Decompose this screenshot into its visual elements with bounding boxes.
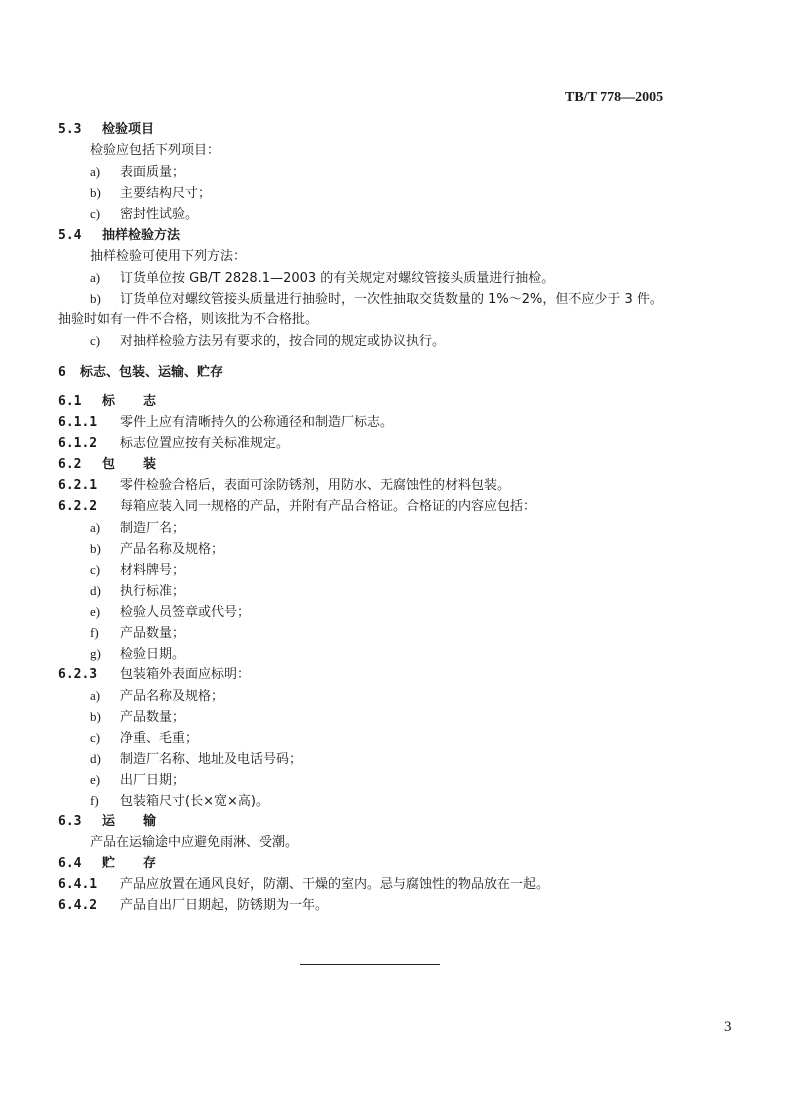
section-number: 6.4 bbox=[58, 856, 82, 871]
list-text: 材料牌号； bbox=[120, 563, 186, 578]
paragraph: 检验应包括下列项目： bbox=[90, 143, 221, 158]
list-text: 执行标准； bbox=[120, 584, 186, 599]
clause-text: 零件检验合格后，表面可涂防锈剂，用防水、无腐蚀性的材料包装。 bbox=[120, 478, 511, 493]
list-text: 产品名称及规格； bbox=[120, 542, 225, 557]
list-item bbox=[90, 541, 224, 558]
section-6-2-heading bbox=[58, 457, 184, 473]
list-marker: f) bbox=[90, 625, 99, 640]
list-marker: g) bbox=[90, 646, 101, 661]
list-marker: a) bbox=[90, 164, 101, 179]
standard-code-header: TB/T 778—2005 bbox=[565, 90, 664, 105]
list-text: 检验人员签章或代号； bbox=[120, 605, 251, 620]
clause-text: 产品应放置在通风良好，防潮、干燥的室内。忌与腐蚀性的物品放在一起。 bbox=[120, 877, 550, 892]
list-item bbox=[90, 520, 185, 537]
list-marker: a) bbox=[90, 688, 101, 703]
list-item bbox=[90, 333, 445, 350]
list-item bbox=[90, 688, 224, 705]
list-marker: d) bbox=[90, 751, 101, 766]
clause-6-1-1 bbox=[58, 415, 393, 431]
clause-6-2-3 bbox=[58, 667, 250, 683]
page-number: 3 bbox=[724, 1019, 732, 1035]
list-marker: d) bbox=[90, 583, 101, 598]
chapter-title: 标志、包装、运输、贮存 bbox=[80, 365, 224, 380]
section-6-1-heading bbox=[58, 394, 184, 410]
list-text: 净重、毛重； bbox=[120, 731, 199, 746]
section-number: 6.1 bbox=[58, 394, 82, 409]
list-text: 主要结构尺寸； bbox=[120, 186, 212, 201]
list-item bbox=[90, 185, 211, 202]
list-marker: b) bbox=[90, 709, 101, 724]
list-text: 包装箱尺寸(长×宽×高)。 bbox=[120, 794, 269, 809]
list-marker: c) bbox=[90, 206, 101, 221]
list-item bbox=[90, 730, 198, 747]
list-item bbox=[90, 562, 185, 579]
section-title: 检验项目 bbox=[102, 122, 155, 137]
list-text: 出厂日期； bbox=[120, 773, 186, 788]
clause-text: 零件上应有清晰持久的公称通径和制造厂标志。 bbox=[120, 415, 394, 430]
list-text: 检验日期。 bbox=[120, 647, 186, 662]
list-marker: f) bbox=[90, 793, 99, 808]
clause-number: 6.1.2 bbox=[58, 436, 98, 451]
section-title: 包装 bbox=[102, 457, 185, 472]
list-item bbox=[90, 291, 663, 308]
list-item bbox=[90, 206, 198, 223]
list-item bbox=[90, 164, 185, 181]
list-marker: b) bbox=[90, 185, 101, 200]
list-text: 产品数量； bbox=[120, 710, 186, 725]
section-number: 6.3 bbox=[58, 814, 82, 829]
clause-number: 6.2.3 bbox=[58, 667, 98, 682]
section-title: 贮存 bbox=[102, 856, 185, 871]
list-marker: a) bbox=[90, 520, 101, 535]
list-text: 产品数量； bbox=[120, 626, 186, 641]
clause-6-4-2 bbox=[58, 898, 328, 914]
list-item bbox=[90, 625, 185, 642]
section-6-3-heading bbox=[58, 814, 184, 830]
chapter-number: 6 bbox=[58, 365, 66, 380]
chapter-6-heading bbox=[58, 365, 223, 381]
clause-text: 标志位置应按有关标准规定。 bbox=[120, 436, 290, 451]
list-item bbox=[90, 751, 302, 768]
clause-number: 6.4.2 bbox=[58, 898, 98, 913]
section-5-3-heading bbox=[58, 122, 154, 138]
list-item bbox=[90, 646, 185, 663]
list-text: 对抽样检验方法另有要求的，按合同的规定或协议执行。 bbox=[120, 334, 446, 349]
clause-text: 每箱应装入同一规格的产品，并附有产品合格证。合格证的内容应包括： bbox=[120, 499, 537, 514]
section-6-4-heading bbox=[58, 856, 184, 872]
list-item bbox=[90, 709, 185, 726]
list-item bbox=[90, 793, 269, 810]
list-marker: b) bbox=[90, 291, 101, 306]
list-marker: c) bbox=[90, 730, 101, 745]
list-text: 表面质量； bbox=[120, 165, 186, 180]
list-item bbox=[90, 604, 250, 621]
list-marker: a) bbox=[90, 270, 101, 285]
list-text: 制造厂名称、地址及电话号码； bbox=[120, 752, 303, 767]
clause-number: 6.2.1 bbox=[58, 478, 98, 493]
section-5-4-heading bbox=[58, 228, 180, 244]
list-marker: c) bbox=[90, 333, 101, 348]
list-text: 订货单位对螺纹管接头质量进行抽验时，一次性抽取交货数量的 1%～2%，但不应少于 3 件。 bbox=[120, 292, 663, 307]
list-text: 订货单位按 GB/T 2828.1—2003 的有关规定对螺纹管接头质量进行抽检。 bbox=[120, 271, 555, 286]
clause-6-1-2 bbox=[58, 436, 289, 452]
clause-number: 6.2.2 bbox=[58, 499, 98, 514]
section-number: 6.2 bbox=[58, 457, 82, 472]
clause-number: 6.1.1 bbox=[58, 415, 98, 430]
list-text: 制造厂名； bbox=[120, 521, 186, 536]
list-marker: c) bbox=[90, 562, 101, 577]
end-rule-divider bbox=[300, 964, 440, 965]
list-item-continuation: 抽验时如有一件不合格，则该批为不合格批。 bbox=[58, 312, 319, 327]
section-title: 抽样检验方法 bbox=[102, 228, 181, 243]
clause-6-4-1 bbox=[58, 877, 549, 893]
clause-number: 6.4.1 bbox=[58, 877, 98, 892]
section-title: 标志 bbox=[102, 394, 185, 409]
list-text: 密封性试验。 bbox=[120, 207, 199, 222]
paragraph: 产品在运输途中应避免雨淋、受潮。 bbox=[90, 835, 299, 850]
clause-6-2-2 bbox=[58, 499, 536, 515]
clause-text: 包装箱外表面应标明： bbox=[120, 667, 251, 682]
list-item bbox=[90, 270, 554, 287]
section-number: 5.3 bbox=[58, 122, 82, 137]
section-number: 5.4 bbox=[58, 228, 82, 243]
clause-text: 产品自出厂日期起，防锈期为一年。 bbox=[120, 898, 329, 913]
list-item bbox=[90, 772, 185, 789]
list-marker: e) bbox=[90, 604, 101, 619]
list-item bbox=[90, 583, 185, 600]
list-marker: b) bbox=[90, 541, 101, 556]
paragraph: 抽样检验可使用下列方法： bbox=[90, 249, 247, 264]
clause-6-2-1 bbox=[58, 478, 510, 494]
list-marker: e) bbox=[90, 772, 101, 787]
list-text: 产品名称及规格； bbox=[120, 689, 225, 704]
section-title: 运输 bbox=[102, 814, 185, 829]
